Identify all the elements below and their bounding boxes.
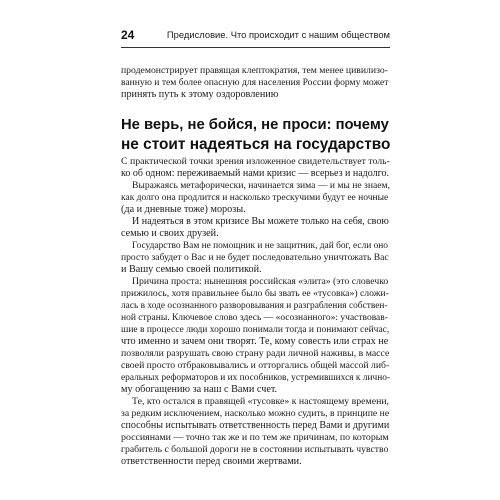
body-line: позволяли разрушать свою страну ради личной наживы, в массе [121,348,390,359]
body-line: ной страны. Ключевое слово здесь — «осознанного»: участвовав- [121,313,388,323]
page-number: 24 [121,28,135,42]
body-line: ко об одном: переживаемый нами кризис — всерьез и надолго. [121,168,389,179]
running-head: Предисловие. Что происходит с нашим обществом [166,29,390,40]
intro-line: принять путь к этому оздоровлению [121,89,279,100]
header-rule [121,47,390,48]
body-line: му обогащению за наш с Вами счет. [121,384,278,395]
body-line: еральных реформаторов и их пособников, устремившихся к лично- [121,373,391,383]
body-line: способны испытывать ответственность перед Вами и другими [121,420,390,431]
page-header [121,28,390,46]
body-line: своей просто отбраковывались и отторгались общей массой либ- [121,360,390,371]
body-line: Выражаясь метафорически, начинается зима — и мы не знаем, [132,180,390,191]
body-line: И надеяться в этом кризисе Вы можете только на себя, свою [132,216,389,227]
section-heading: не стоит надеяться на государство [121,136,391,153]
body-line: грабитель с большой дороги не в состоянии испытывать чувство [121,444,389,455]
body-line: шие в процессе люди хорошо понимали тогда и понимают сейчас, [121,325,390,335]
body-line: ответственности перед своими жертвами. [121,456,302,467]
body-line: (да и дневные тоже) морозы. [121,204,246,215]
body-line: Государство Вам не помощник и не защитник, дай бог, если оно [132,241,388,251]
body-line: прижилось, хотя правильнее было бы звать ее «тусовка») сложи- [121,288,389,299]
section-heading: Не верь, не бойся, не проси: почему [121,117,389,133]
body-line: что именно и зачем они творят. Те, кому совесть или страх не [121,336,389,347]
intro-line: продемонстрирует правящая клептократия, тем менее цивилизо- [121,65,388,76]
body-line: Причина проста: нынешняя российская «элита» (это словечко [132,276,389,287]
body-line: и Вашу семью своей политикой. [121,264,262,275]
intro-line: ванную и тем более опасную для населения России форму может [121,77,389,88]
body-line: С практической точки зрения изложенное свидетельствует толь- [121,156,390,167]
body-line: Те, кто остался в правящей «тусовке» к настоящему времени, [132,396,390,407]
body-line: семью и своих друзей. [121,228,219,239]
body-line: за редким исключением, насколько можно судить, в принципе не [121,408,390,419]
body-line: лась в ходе осознанного разворовывания и разграбления собствен- [121,301,388,311]
body-line: россиянами — точно так же и по тем же причинам, по которым [121,432,389,443]
body-line: как долго она продлится и насколько трескучими будут ее ночные [121,193,389,203]
body-line: просто забудет о Вас и не будет последовательно уничтожать Вас [121,252,389,263]
